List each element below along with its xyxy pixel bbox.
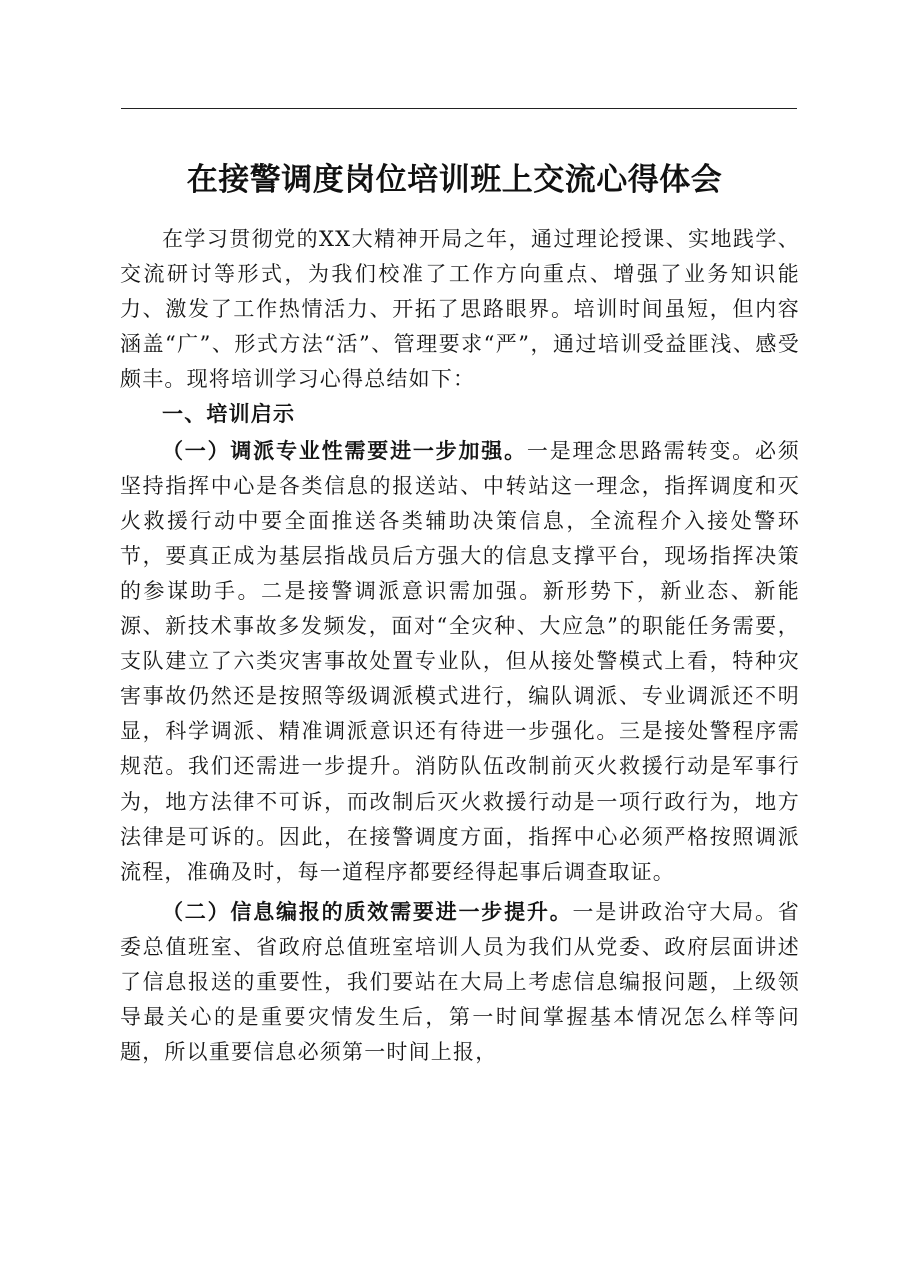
subsection-text-2: 一是讲政治守大局。省委总值班室、省政府总值班室培训人员为我们从党委、政府层面讲述了信息报送的重要性，我们要站在大局上考虑信息编报问题，上级领导最关心的是重要灾情发生后，第一时间掌握基本情况怎么样等问题，所以重要信息必须第一时间上报， <box>120 899 800 1065</box>
subsection-paragraph-2 <box>120 894 800 1070</box>
subsection-paragraph-1 <box>120 433 800 890</box>
subsection-text-1: 一是理念思路需转变。必须坚持指挥中心是各类信息的报送站、中转站这一理念，指挥调度和灭火救援行动中要全面推送各类辅助决策信息，全流程介入接处警环节，要真正成为基层指战员后方强大的信息支撑平台，现场指挥决策的参谋助手。二是接警调派意识需加强。新形势下，新业态、新能源、新技术事故多发频发，面对“全灾种、大应急”的职能任务需要，支队建立了六类灾害事故处置专业队，但从接处警模式上看，特种灾害事故仍然还是按照等级调派模式进行，编队调派、专业调派还不明显，科学调派、精准调派意识还有待进一步强化。三是接处警程序需规范。我们还需进一步提升。消防队伍改制前灭火救援行动是军事行为，地方法律不可诉，而改制后灭火救援行动是一项行政行为，地方法律是可诉的。因此，在接警调度方面，指挥中心必须严格按照调派流程，准确及时，每一道程序都要经得起事后调查取证。 <box>120 438 800 884</box>
header-rule <box>121 108 797 109</box>
document-title: 在接警调度岗位培训班上交流心得体会 <box>186 162 723 198</box>
intro-paragraph: 在学习贯彻党的XX大精神开局之年，通过理论授课、实地践学、交流研讨等形式，为我们校准了工作方向重点、增强了业务知识能力、激发了工作热情活力、开拓了思路眼界。培训时间虽短，但内容涵盖“广”、形式方法“活”、管理要求“严”，通过培训受益匪浅、感受颇丰。现将培训学习心得总结如下： <box>120 227 800 392</box>
document-body <box>120 222 800 1070</box>
subsection-lead-1: （一）调派专业性需要进一步加强。 <box>162 437 527 463</box>
subsection-lead-2: （二）信息编报的质效需要进一步提升。 <box>162 898 573 924</box>
section-heading-1: 一、培训启示 <box>162 402 296 427</box>
